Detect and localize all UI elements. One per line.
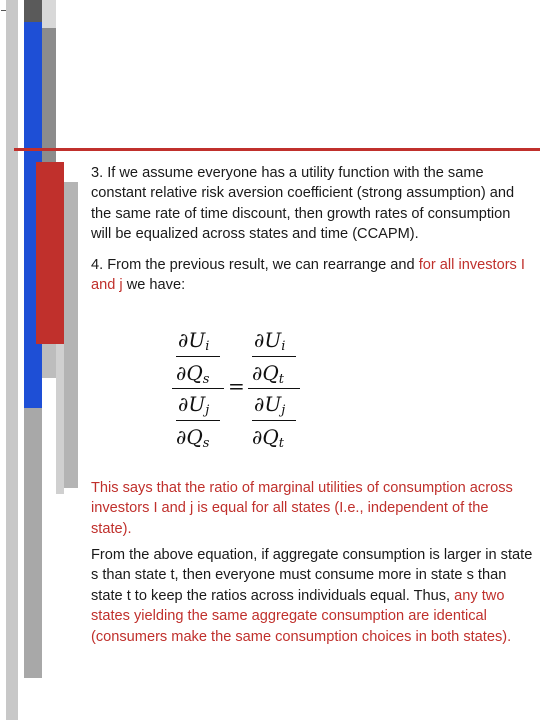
- paragraph-3: 3. If we assume everyone has a utility function with the same constant relative risk aversion coefficient (strong assumption) and the same rate of time discount, then growth rates of consumption will be equalized across states and time (CCAPM).: [91, 165, 515, 243]
- final-paragraph: From the above equation, if aggregate consumption is larger in state s than state t, then everyone must consume more in state s than state t to keep the ratios across individuals equal. Thus, any two states yielding the same aggregate consumption are identical (consumers make the same consumption choices in both states).: [91, 547, 533, 645]
- side-bar-dark-top: [24, 0, 42, 22]
- right-num-num: $\partial U_i$: [254, 328, 286, 354]
- right-den-num: $\partial U_j$: [254, 392, 286, 418]
- left-num-bar: [176, 356, 220, 357]
- right-den-bar: [252, 420, 296, 421]
- left-den-num: $\partial U_j$: [178, 392, 210, 418]
- side-bar-light-right: [56, 344, 64, 494]
- side-bar-gray-mid: [24, 408, 42, 678]
- side-bar-red: [36, 162, 64, 344]
- slide-body: [91, 163, 531, 295]
- left-num-den: $\partial Q_s$: [176, 361, 210, 387]
- right-den-den: $\partial Q_t$: [252, 425, 284, 451]
- left-den-den: $\partial Q_s$: [176, 425, 210, 451]
- left-main-bar: [172, 388, 224, 389]
- right-main-bar: [248, 388, 300, 389]
- note-paragraph: This says that the ratio of marginal utilities of consumption across investors I and j is equal for all states (I.e., independent of the state).: [91, 480, 513, 537]
- side-bar-gray-right: [64, 182, 78, 488]
- left-den-bar: [176, 420, 220, 421]
- left-num-num: $\partial U_i$: [178, 328, 210, 354]
- equals-sign: =: [228, 374, 245, 398]
- side-bar-light-gray: [6, 0, 18, 720]
- equation: [172, 326, 332, 452]
- side-bar-light-upper: [42, 0, 56, 28]
- paragraph-4: 4. From the previous result, we can rearrange and for all investors I and j we have:: [91, 256, 525, 294]
- right-num-bar: [252, 356, 296, 357]
- right-num-den: $\partial Q_t$: [252, 361, 284, 387]
- header-rule: [14, 148, 540, 151]
